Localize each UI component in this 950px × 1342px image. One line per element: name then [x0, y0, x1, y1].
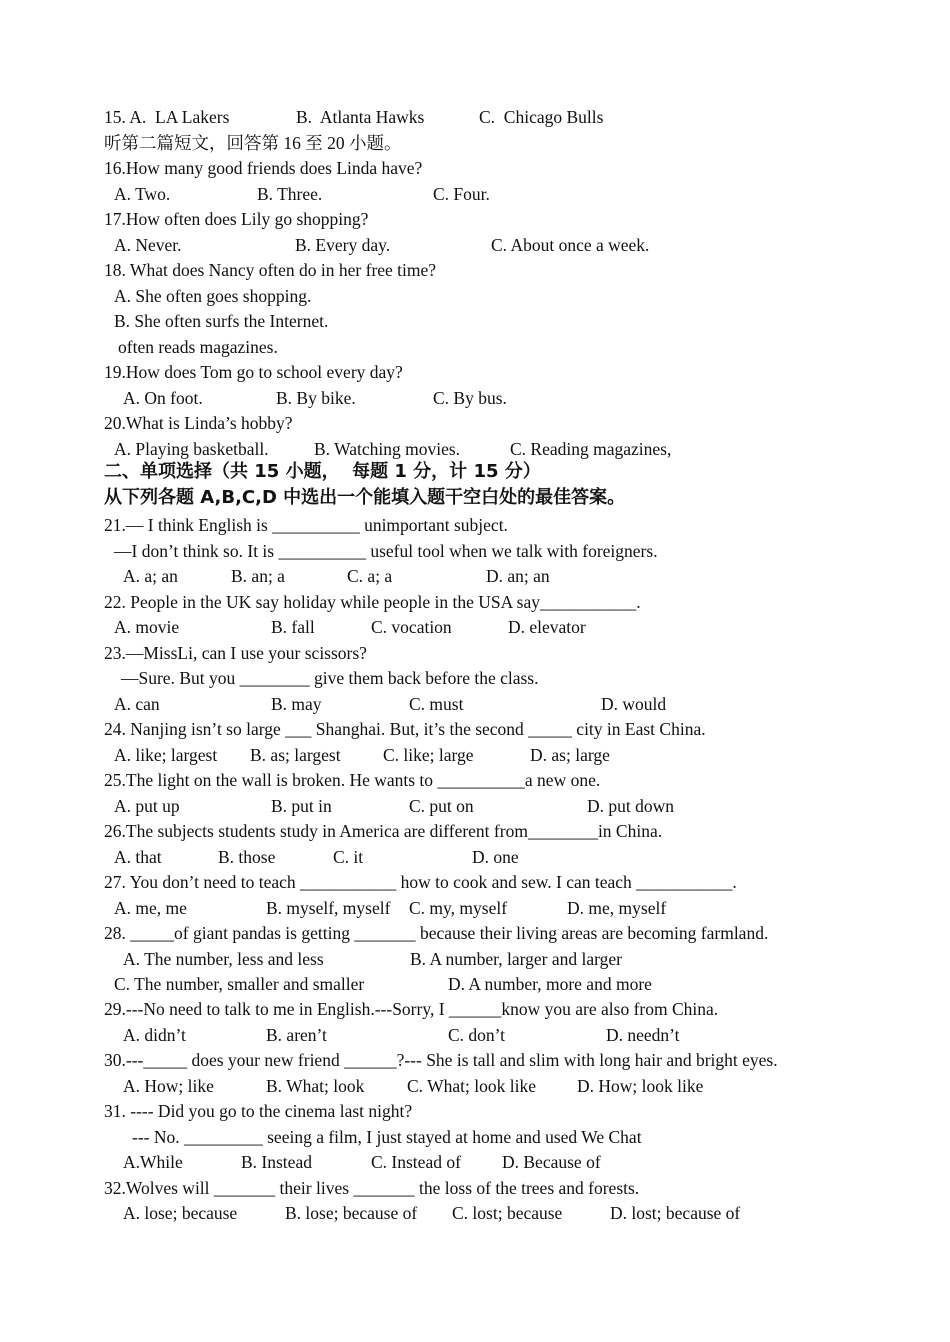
section2-heading: 二、单项选择（共 15 小题， 每题 1 分，计 15 分） [104, 461, 541, 482]
q19-stem: 19.How does Tom go to school every day? [104, 362, 403, 382]
q24-option-b: B. as; largest [250, 745, 341, 765]
q20-option-a: A. Playing basketball. [114, 439, 269, 459]
q28-option-a: A. The number, less and less [123, 949, 324, 969]
q16-stem: 16.How many good friends does Linda have? [104, 158, 423, 178]
q32-option-b: B. lose; because of [285, 1203, 418, 1223]
q30-stem: 30.---_____ does your new friend ______?--- She is tall and slim with long hair and bright eyes. [104, 1050, 778, 1070]
q19-option-c: C. By bus. [433, 388, 507, 408]
q27-option-b: B. myself, myself [266, 898, 391, 918]
q31-option-c: C. Instead of [371, 1152, 461, 1172]
q18-option-a: A. She often goes shopping. [114, 286, 312, 306]
q21-option-a: A. a; an [123, 566, 178, 586]
q22-option-c: C. vocation [371, 617, 452, 637]
q26-option-a: A. that [114, 847, 162, 867]
q31-option-d: D. Because of [502, 1152, 601, 1172]
q23-option-a: A. can [114, 694, 160, 714]
q29-option-a: A. didn’t [123, 1025, 186, 1045]
q18-option-b: B. She often surfs the Internet. [114, 311, 329, 331]
q28-option-d: D. A number, more and more [448, 974, 652, 994]
q26-option-d: D. one [472, 847, 519, 867]
q26-stem: 26.The subjects students study in America are different from________in China. [104, 821, 663, 841]
q26-option-b: B. those [218, 847, 276, 867]
q24-option-d: D. as; large [530, 745, 610, 765]
q18-option-c: often reads magazines. [118, 337, 278, 357]
q25-option-b: B. put in [271, 796, 332, 816]
q16-option-b: B. Three. [257, 184, 323, 204]
q30-option-a: A. How; like [123, 1076, 214, 1096]
q22-option-b: B. fall [271, 617, 315, 637]
q26-option-c: C. it [333, 847, 364, 867]
q15-option-c: C. Chicago Bulls [479, 107, 604, 127]
q31-stem-reply: --- No. _________ seeing a film, I just stayed at home and used We Chat [132, 1127, 642, 1147]
q30-option-b: B. What; look [266, 1076, 365, 1096]
q24-stem: 24. Nanjing isn’t so large ___ Shanghai. But, it’s the second _____ city in East China. [104, 719, 706, 739]
q32-option-a: A. lose; because [123, 1203, 238, 1223]
q21-option-b: B. an; a [231, 566, 285, 586]
q23-stem-reply: —Sure. But you ________ give them back before the class. [121, 668, 539, 688]
q19-option-b: B. By bike. [276, 388, 356, 408]
q32-option-c: C. lost; because [452, 1203, 563, 1223]
q25-option-d: D. put down [587, 796, 675, 816]
q17-option-b: B. Every day. [295, 235, 391, 255]
q23-option-d: D. would [601, 694, 667, 714]
q17-stem: 17.How often does Lily go shopping? [104, 209, 369, 229]
q23-stem: 23.—MissLi, can I use your scissors? [104, 643, 367, 663]
q19-option-a: A. On foot. [123, 388, 203, 408]
q21-option-d: D. an; an [486, 566, 550, 586]
q29-option-b: B. aren’t [266, 1025, 327, 1045]
q21-stem: 21.— I think English is __________ unimportant subject. [104, 515, 508, 535]
q18-stem: 18. What does Nancy often do in her free time? [104, 260, 437, 280]
q30-option-c: C. What; look like [407, 1076, 536, 1096]
q27-option-a: A. me, me [114, 898, 187, 918]
q29-stem: 29.---No need to talk to me in English.---Sorry, I ______know you are also from China. [104, 999, 719, 1019]
q21-stem-reply: —I don’t think so. It is __________ useful tool when we talk with foreigners. [114, 541, 658, 561]
q25-stem: 25.The light on the wall is broken. He wants to __________a new one. [104, 770, 601, 790]
q24-option-a: A. like; largest [114, 745, 218, 765]
q30-option-d: D. How; look like [577, 1076, 704, 1096]
q31-option-b: B. Instead [241, 1152, 312, 1172]
q25-option-c: C. put on [409, 796, 474, 816]
q16-option-a: A. Two. [114, 184, 171, 204]
q20-option-b: B. Watching movies. [314, 439, 461, 459]
q32-stem: 32.Wolves will _______ their lives _______ the loss of the trees and forests. [104, 1178, 640, 1198]
q20-option-c: C. Reading magazines, [510, 439, 672, 459]
q23-option-c: C. must [409, 694, 464, 714]
q21-option-c: C. a; a [347, 566, 393, 586]
q27-option-d: D. me, myself [567, 898, 667, 918]
q31-stem: 31. ---- Did you go to the cinema last night? [104, 1101, 413, 1121]
q17-option-a: A. Never. [114, 235, 182, 255]
q15-option-a: 15. A. LA Lakers [104, 107, 230, 127]
q22-option-d: D. elevator [508, 617, 586, 637]
q16-option-c: C. Four. [433, 184, 490, 204]
q22-stem: 22. People in the UK say holiday while people in the USA say___________. [104, 592, 641, 612]
q28-stem: 28. _____of giant pandas is getting _______ because their living areas are becoming farmland. [104, 923, 769, 943]
q28-option-c: C. The number, smaller and smaller [114, 974, 365, 994]
q29-option-c: C. don’t [448, 1025, 506, 1045]
q29-option-d: D. needn’t [606, 1025, 680, 1045]
q31-option-a: A.While [123, 1152, 183, 1172]
q32-option-d: D. lost; because of [610, 1203, 741, 1223]
q15-option-b: B. Atlanta Hawks [296, 107, 425, 127]
q23-option-b: B. may [271, 694, 322, 714]
q25-option-a: A. put up [114, 796, 180, 816]
q22-option-a: A. movie [114, 617, 180, 637]
q27-option-c: C. my, myself [409, 898, 508, 918]
q20-stem: 20.What is Linda’s hobby? [104, 413, 293, 433]
passage2-instruction: 听第二篇短文，回答第 16 至 20 小题。 [104, 133, 402, 153]
q28-option-b: B. A number, larger and larger [410, 949, 622, 969]
section2-instruction: 从下列各题 A,B,C,D 中选出一个能填入题干空白处的最佳答案。 [104, 487, 626, 508]
q17-option-c: C. About once a week. [491, 235, 650, 255]
q24-option-c: C. like; large [383, 745, 474, 765]
q27-stem: 27. You don’t need to teach ___________ how to cook and sew. I can teach ___________. [104, 872, 737, 892]
